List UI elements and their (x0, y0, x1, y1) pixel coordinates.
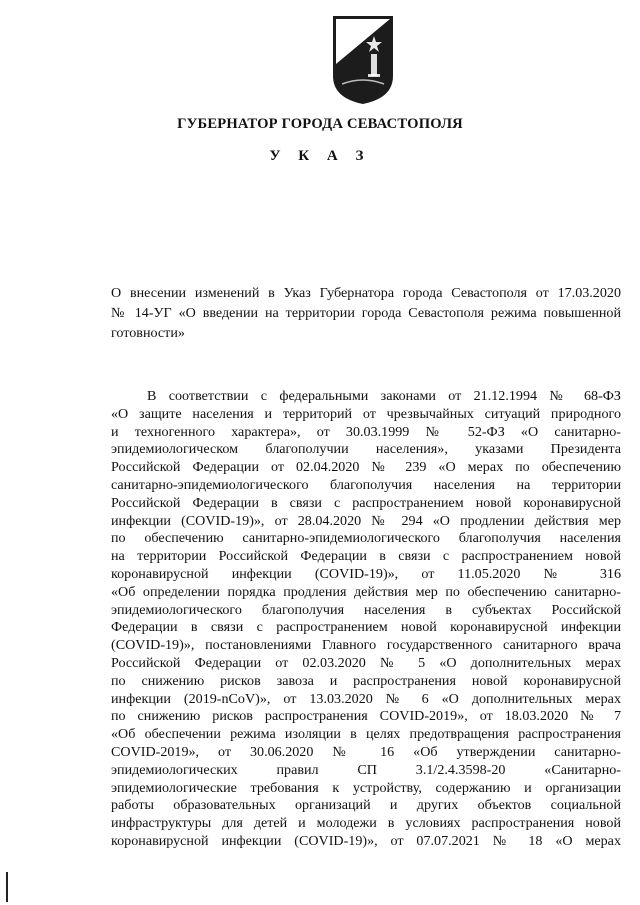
body-line: эпидемиологических правил СП 3.1/2.4.3598-20 «Санитарно- (111, 761, 621, 778)
body-line: Российской Федерации от 02.04.2020 № 239 «О мерах по обеспечению (111, 459, 621, 476)
body-line: и техногенного характера», от 30.03.1999 № 52-ФЗ «О санитарно- (111, 423, 621, 440)
subject-line: О внесении изменений в Указ Губернатора города Севастополя от 17.03.2020 (111, 285, 621, 301)
preamble-paragraph (111, 388, 621, 851)
decree-subject (111, 283, 621, 343)
body-line: на территории Российской Федерации в связи с распространением новой (111, 548, 621, 565)
page-edge-mark (6, 872, 8, 902)
body-line: санитарно-эпидемиологического благополучия населения на территории (111, 476, 621, 493)
body-line: по снижению рисков завоза и распространения новой коронавирусной (111, 672, 621, 689)
body-line: В соответствии с федеральными законами от 21.12.1994 № 68-ФЗ (147, 388, 621, 404)
body-line: эпидемиологические требования к устройству, содержанию и организации (111, 779, 621, 796)
body-line: эпидемиологического благополучия населения в субъектах Российской (111, 601, 621, 618)
body-line: инфекции (2019-nCoV)», от 13.03.2020 № 6 «О дополнительных мерах (111, 690, 621, 707)
body-line: «О защите населения и территорий от чрезвычайных ситуаций природного (111, 405, 621, 422)
body-line: Федерации в связи с распространением новой коронавирусной инфекции (111, 619, 621, 636)
body-line: инфраструктуры для детей и молодежи в условиях распространения новой (111, 815, 621, 832)
body-line: эпидемиологическом благополучии населения», указами Президента (111, 441, 621, 458)
document-type: У К А З (269, 148, 371, 164)
body-line: коронавирусной инфекции (COVID-19)», от 11.05.2020 № 316 (111, 565, 621, 582)
issuer-title: ГУБЕРНАТОР ГОРОДА СЕВАСТОПОЛЯ (177, 116, 463, 132)
subject-line: готовности» (111, 325, 185, 341)
body-line: по обеспечению санитарно-эпидемиологического благополучия населения (111, 530, 621, 547)
body-line: инфекции (COVID-19)», от 28.04.2020 № 294 «О продлении действия мер (111, 512, 621, 529)
body-line: Российской Федерации от 02.03.2020 № 5 «О дополнительных мерах (111, 654, 621, 671)
body-line: «Об обеспечении режима изоляции в целях предотвращения распространения (111, 726, 621, 743)
body-line: по снижению рисков распространения COVID-2019», от 18.03.2020 № 7 (111, 708, 621, 725)
sevastopol-coat-of-arms-emblem (330, 14, 396, 106)
body-line: Российской Федерации в связи с распространением новой коронавирусной (111, 494, 621, 511)
body-line: (COVID-19)», постановлениями Главного государственного санитарного врача (111, 637, 621, 654)
body-line: «Об определении порядка продления действия мер по обеспечению санитарно- (111, 583, 621, 600)
body-line: работы образовательных организаций и других объектов социальной (111, 797, 621, 814)
body-line: коронавирусной инфекции (COVID-19)», от 07.07.2021 № 18 «О мерах (111, 832, 621, 849)
subject-line: № 14-УГ «О введении на территории города Севастополя режима повышенной (111, 305, 621, 321)
body-line: COVID-2019», от 30.06.2020 № 16 «Об утверждении санитарно- (111, 743, 621, 760)
